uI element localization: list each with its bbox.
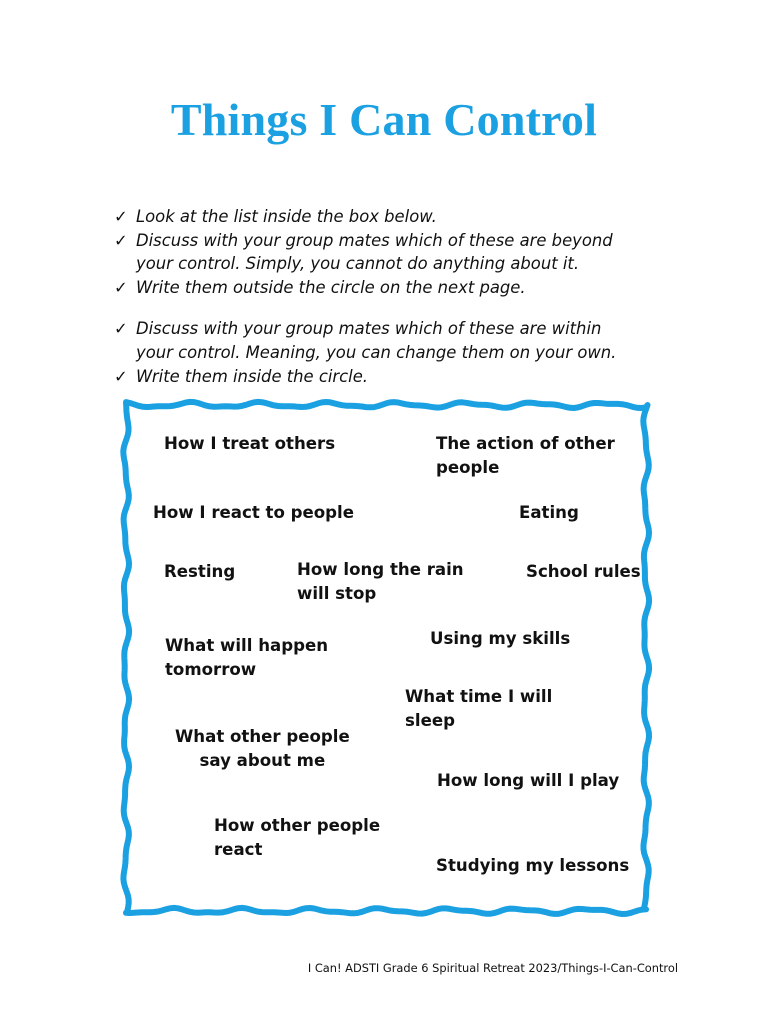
control-list-item-line: Using my skills — [430, 629, 571, 648]
control-list-item — [214, 814, 380, 862]
control-list-item-line: will stop — [297, 584, 377, 603]
control-list-item — [526, 560, 641, 584]
control-list-item — [175, 725, 350, 773]
control-list-item-line: Eating — [519, 503, 579, 522]
instruction-text-line: Discuss with your group mates which of these are within — [136, 319, 602, 339]
instruction-text-line: your control. Meaning, you can change them on your own. — [136, 342, 617, 362]
control-list-item-line: How I react to people — [153, 503, 354, 522]
checkmark-icon: ✓ — [114, 319, 128, 339]
control-list-item — [405, 685, 552, 733]
checkmark-icon: ✓ — [114, 366, 128, 386]
control-list-item-line: How I treat others — [164, 434, 336, 453]
page-title: Things I Can Control — [170, 94, 598, 145]
control-list-item-line: The action of other — [436, 434, 615, 453]
control-list-item — [430, 627, 570, 651]
control-list-item — [436, 854, 629, 878]
control-list-item-line: say about me — [199, 751, 326, 770]
checkmark-icon: ✓ — [114, 207, 128, 226]
control-list-item-line: react — [214, 840, 263, 859]
instruction-text-line: Discuss with your group mates which of these are beyond — [136, 230, 613, 250]
instruction-text-line: Write them inside the circle. — [136, 366, 369, 386]
instruction-text-line: your control. Simply, you cannot do anything about it. — [136, 254, 580, 274]
control-list-item — [164, 432, 335, 456]
control-list-item — [519, 501, 579, 525]
checkmark-icon: ✓ — [114, 230, 128, 250]
control-list-item-line: What time I will — [405, 687, 553, 706]
control-list-item-line: people — [436, 458, 500, 477]
control-list-item-line: How long will I play — [437, 771, 620, 790]
control-list-item-line: How long the rain — [297, 560, 464, 579]
control-list-item-line: sleep — [405, 711, 455, 730]
control-list-item — [437, 769, 619, 793]
control-list-item — [297, 558, 464, 606]
control-list-item — [436, 432, 615, 480]
control-list-item-line: Studying my lessons — [436, 856, 630, 875]
control-list-item-line: tomorrow — [165, 660, 257, 679]
footer-text: I Can! ADSTI Grade 6 Spiritual Retreat 2023/Things-I-Can-Control — [307, 961, 678, 975]
checkmark-icon: ✓ — [114, 277, 128, 297]
control-list-item-line: How other people — [214, 816, 381, 835]
instruction-text-line: Write them outside the circle on the next page. — [136, 277, 526, 297]
control-list-item-line: What other people — [175, 727, 350, 746]
instruction-text-line: Look at the list inside the box below. — [136, 207, 437, 226]
control-list-item-line: What will happen — [165, 636, 329, 655]
control-list-item — [164, 560, 235, 584]
control-list-item — [165, 634, 328, 682]
control-list-item — [153, 501, 354, 525]
control-list-item-line: School rules — [526, 562, 641, 581]
control-list-item-line: Resting — [164, 562, 236, 581]
